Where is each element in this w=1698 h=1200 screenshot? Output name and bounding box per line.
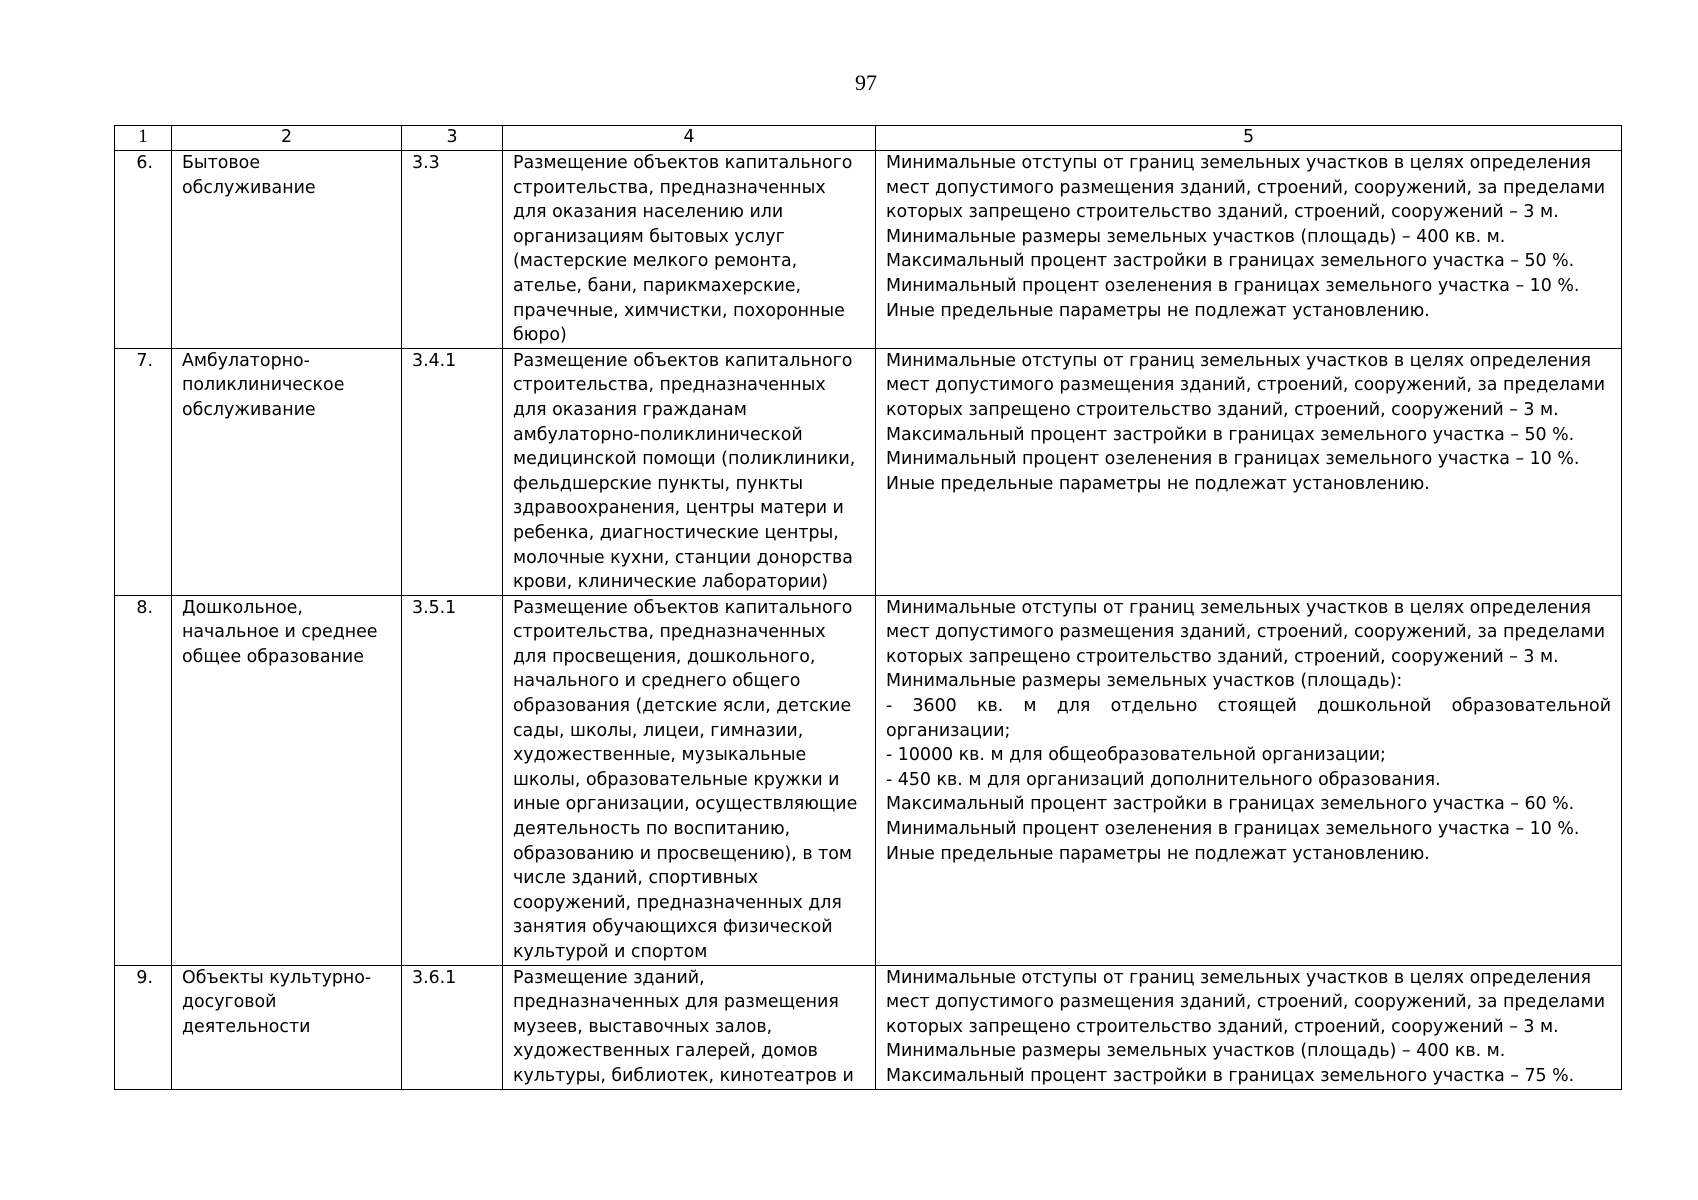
row-number: 6. — [115, 151, 172, 349]
page-number: 97 — [855, 70, 877, 95]
use-code: 3.5.1 — [402, 595, 503, 965]
header-col-3: 3 — [402, 126, 503, 151]
use-code: 3.3 — [402, 151, 503, 349]
use-description: Размещение зданий, предназначенных для размещения музеев, выставочных залов, художественных галерей, домов культуры, библиотек, кинотеатров и — [503, 965, 876, 1089]
use-parameters: Минимальные отступы от границ земельных участков в целях определения мест допустимого размещения зданий, строений, сооружений, за пределами которых запрещено строительство зданий, строений, сооружений – 3 м. Минимальные размеры земельных участков (площадь) – 400 кв. м. Максимальный процент застройки в границах земельного участка – 75 %. — [876, 965, 1622, 1089]
table-row — [115, 151, 1622, 349]
use-code: 3.6.1 — [402, 965, 503, 1089]
use-parameters: Минимальные отступы от границ земельных участков в целях определения мест допустимого размещения зданий, строений, сооружений, за пределами которых запрещено строительство зданий, строений, сооружений – 3 м. Минимальные размеры земельных участков (площадь) – 400 кв. м. Максимальный процент застройки в границах земельного участка – 50 %. Минимальный процент озеленения в границах земельного участка – 10 %. Иные предельные параметры не подлежат установлению. — [876, 151, 1622, 349]
use-parameters: Минимальные отступы от границ земельных участков в целях определения мест допустимого размещения зданий, строений, сооружений, за пределами которых запрещено строительство зданий, строений, сооружений – 3 м. Минимальные размеры земельных участков (площадь): - 3600 кв. м для отдельно стоящей дошкольной образовательной организации; - 10000 кв. м для общеобразовательной организации; - 450 кв. м для организаций дополнительного образования. Максимальный процент застройки в границах земельного участка – 60 %. Минимальный процент озеленения в границах земельного участка – 10 %. Иные предельные параметры не подлежат установлению. — [876, 595, 1622, 965]
use-code: 3.4.1 — [402, 348, 503, 595]
header-col-4: 4 — [503, 126, 876, 151]
row-number: 7. — [115, 348, 172, 595]
header-col-1: 1 — [115, 126, 172, 151]
zoning-parameters-table — [114, 125, 1622, 1090]
use-parameters: Минимальные отступы от границ земельных участков в целях определения мест допустимого размещения зданий, строений, сооружений, за пределами которых запрещено строительство зданий, строений, сооружений – 3 м. Максимальный процент застройки в границах земельного участка – 50 %. Минимальный процент озеленения в границах земельного участка – 10 %. Иные предельные параметры не подлежат установлению. — [876, 348, 1622, 595]
table-row — [115, 965, 1622, 1089]
use-description: Размещение объектов капитального строительства, предназначенных для оказания населению или организациям бытовых услуг (мастерские мелкого ремонта, ателье, бани, парикмахерские, прачечные, химчистки, похоронные бюро) — [503, 151, 876, 349]
table-header-row — [115, 126, 1622, 151]
header-col-2: 2 — [172, 126, 402, 151]
use-name: Бытовое обслуживание — [172, 151, 402, 349]
row-number: 8. — [115, 595, 172, 965]
table-row — [115, 595, 1622, 965]
use-name: Дошкольное, начальное и среднее общее образование — [172, 595, 402, 965]
use-name: Амбулаторно- поликлиническое обслуживание — [172, 348, 402, 595]
row-number: 9. — [115, 965, 172, 1089]
header-col-5: 5 — [876, 126, 1622, 151]
use-description: Размещение объектов капитального строительства, предназначенных для оказания гражданам амбулаторно-поликлинической медицинской помощи (поликлиники, фельдшерские пункты, пункты здравоохранения, центры матери и ребенка, диагностические центры, молочные кухни, станции донорства крови, клинические лаборатории) — [503, 348, 876, 595]
table-row — [115, 348, 1622, 595]
use-name: Объекты культурно- досуговой деятельности — [172, 965, 402, 1089]
use-description: Размещение объектов капитального строительства, предназначенных для просвещения, дошкольного, начального и среднего общего образования (детские ясли, детские сады, школы, лицеи, гимназии, художественные, музыкальные школы, образовательные кружки и иные организации, осуществляющие деятельность по воспитанию, образованию и просвещению), в том числе зданий, спортивных сооружений, предназначенных для занятия обучающихся физической культурой и спортом — [503, 595, 876, 965]
